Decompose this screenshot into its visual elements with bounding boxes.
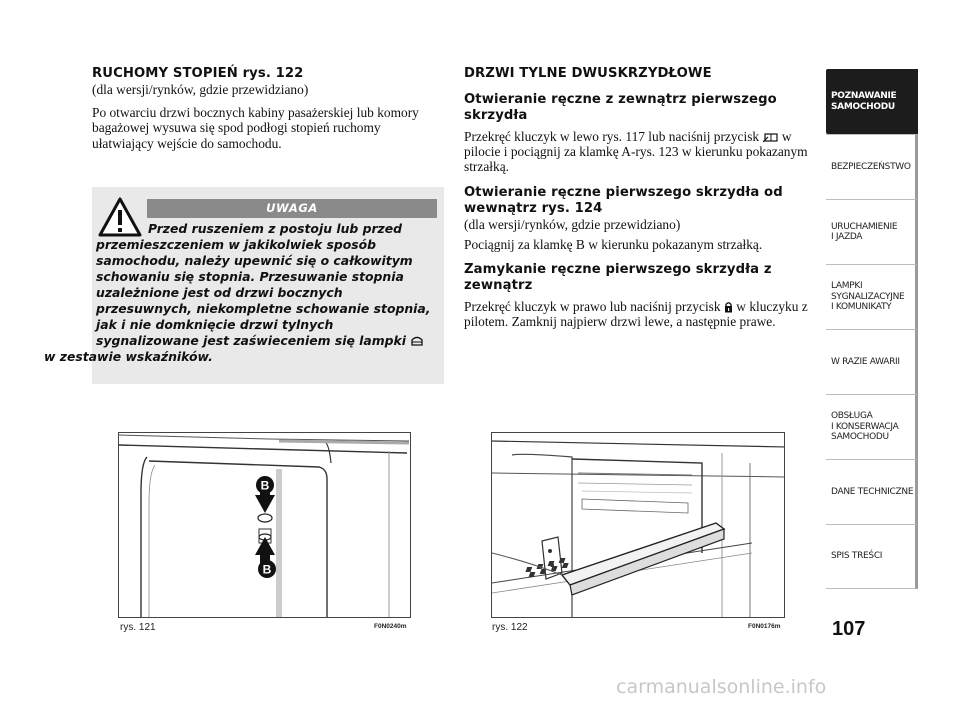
s2-body: Pociągnij za klamkę B w kierunku pokazanym strzałką. xyxy=(464,236,763,252)
figure-122-code: F0N0176m xyxy=(748,623,781,630)
tab-label: BEZPIECZEŃSTWO xyxy=(831,161,911,172)
tab-poznawanie-samochodu[interactable] xyxy=(826,69,918,134)
unlock-rear-door-icon xyxy=(763,132,779,143)
s1-heading: Otwieranie ręczne z zewnątrz pierwszego skrzydła xyxy=(464,92,777,123)
s1-body xyxy=(464,129,819,175)
label-b-bottom: B xyxy=(262,562,272,577)
tab-dane-techniczne[interactable] xyxy=(826,459,918,524)
tab-w-razie-awarii[interactable] xyxy=(826,329,918,394)
s2-heading: Otwieranie ręczne pierwszego skrzydła od wewnątrz rys. 124 xyxy=(464,184,783,216)
page-number: 107 xyxy=(832,618,866,640)
warning-text-main: Przed ruszeniem z postoju lub przed przemieszczeniem w jakikolwiek sposób samochodu, należy upewnić się o całkowitym schowaniu się stopnia. Przesuwanie stopnia uzależnione jest od drzwi bocznych przesuwnych, niekompletne schowanie stopnia, jak i nie domknięcie drzwi tylnych sygnalizowane jest zaświeceniem się lampki xyxy=(96,221,431,348)
s3-heading: Zamykanie ręczne pierwszego skrzydła z zewnątrz xyxy=(464,262,772,294)
section-title-moving-step: RUCHOMY STOPIEŃ rys. 122 xyxy=(92,66,304,81)
s1-body-b: w pilocie i pociągnij za klamkę A-rys. 123 w kierunku pokazanym strzałką. xyxy=(464,129,808,175)
right-column xyxy=(464,66,819,329)
tab-label: SPIS TREŚCI xyxy=(831,551,883,562)
tab-label: DANE TECHNICZNE xyxy=(831,486,914,497)
lock-icon xyxy=(724,301,733,313)
figure-122-caption: rys. 122 xyxy=(492,622,528,633)
s3-body xyxy=(464,299,819,329)
figure-121-caption: rys. 121 xyxy=(120,622,156,633)
tab-label: POZNAWANIE SAMOCHODU xyxy=(831,91,897,112)
s3-body-a: Przekręć kluczyk w prawo lub naciśnij przycisk xyxy=(464,299,721,315)
label-b-top: B xyxy=(260,478,270,493)
tab-spis-tresci[interactable] xyxy=(826,524,918,589)
chapter-sidebar xyxy=(826,69,918,589)
tab-obsluga-i-konserwacja[interactable] xyxy=(826,394,918,459)
tab-label: LAMPKI SYGNALIZACYJNE I KOMUNIKATY xyxy=(831,281,905,313)
watermark: carmanualsonline.info xyxy=(616,676,827,698)
warning-text xyxy=(44,221,438,365)
figure-121-code: F0N0240m xyxy=(374,623,407,630)
door-open-warning-icon xyxy=(410,335,424,347)
figure-122 xyxy=(491,432,785,618)
moving-step-illustration xyxy=(492,433,785,618)
tab-uruchamienie-i-jazda[interactable] xyxy=(826,199,918,264)
figure-121 xyxy=(118,432,411,618)
tab-lampki-sygnalizacyjne[interactable] xyxy=(826,264,918,329)
warning-box xyxy=(44,187,444,384)
section-body: Po otwarciu drzwi bocznych kabiny pasażerskiej lub komory bagażowej wysuwa się spod podłogi stopień ruchomy ułatwiający wejście do samochodu. xyxy=(92,105,419,151)
rear-doors-title: DRZWI TYLNE DWUSKRZYDŁOWE xyxy=(464,66,712,81)
s1-body-a: Przekręć kluczyk w lewo rys. 117 lub naciśnij przycisk xyxy=(464,129,760,144)
s3-body-b: w kluczyku z pilotem. Zamknij najpierw drzwi lewe, a następnie prawe. xyxy=(464,299,808,330)
tab-label: W RAZIE AWARII xyxy=(831,356,900,367)
section-subtitle: (dla wersji/rynków, gdzie przewidziano) xyxy=(92,82,309,97)
tab-label: OBSŁUGA I KONSERWACJA SAMOCHODU xyxy=(831,411,899,443)
warning-text-end: w zestawie wskaźników. xyxy=(44,349,213,364)
warning-label: UWAGA xyxy=(147,199,437,218)
sliding-door-illustration xyxy=(119,433,411,618)
left-column xyxy=(92,66,444,151)
tab-label: URUCHAMIENIE I JAZDA xyxy=(831,221,898,242)
tab-bezpieczenstwo[interactable] xyxy=(826,134,918,199)
s2-sub: (dla wersji/rynków, gdzie przewidziano) xyxy=(464,216,681,232)
